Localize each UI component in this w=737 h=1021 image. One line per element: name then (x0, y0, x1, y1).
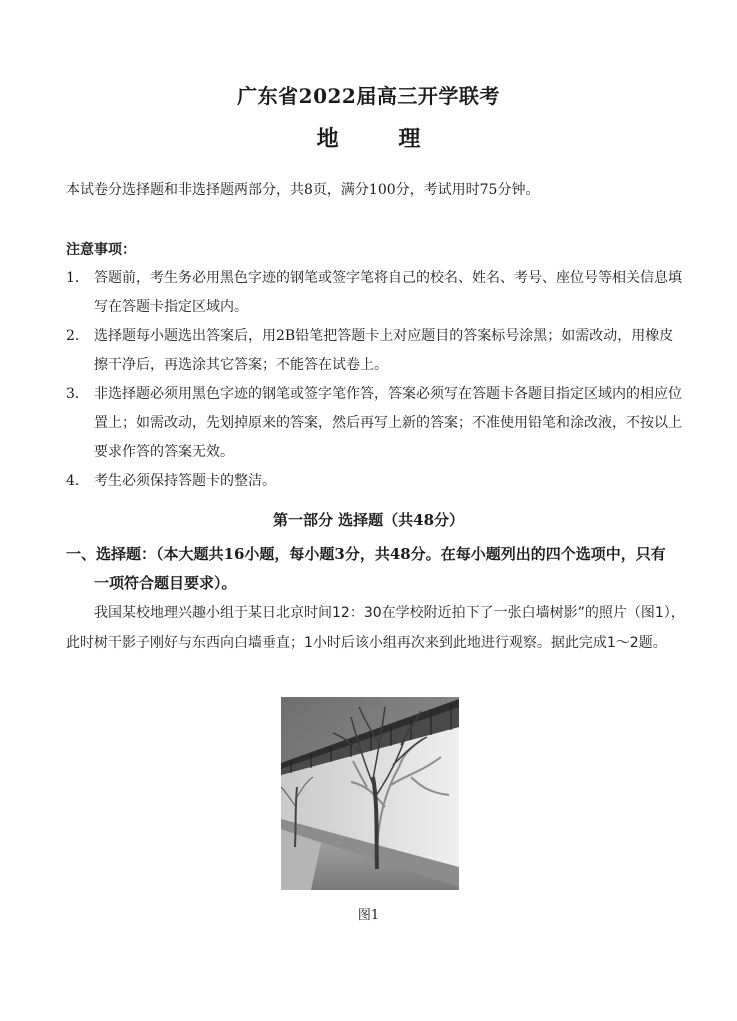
notes-heading: 注意事项： (66, 242, 136, 258)
subject-title: 地 理 (316, 126, 447, 152)
note-item-4 (66, 467, 686, 496)
exam-intro: 本试卷分选择题和非选择题两部分，共8页，满分100分，考试用时75分钟。 (66, 182, 540, 198)
section-heading-line1: 一、选择题：（本大题共16小题，每小题3分，共48分。在每小题列出的四个选项中，只有 (66, 545, 666, 563)
note-item-3 (66, 380, 686, 467)
note-number: 3． (66, 386, 89, 402)
figure-caption: 图1 (357, 908, 380, 923)
note-number: 4． (66, 473, 89, 489)
question-passage: 我国某校地理兴趣小组于某日北京时间12：30在学校附近拍下了一张白墙树影”的照片（图1），此时树干影子刚好与东西向白墙垂直；1小时后该小组再次来到此地进行观察。据此完成1～2题。 (66, 605, 685, 651)
section-heading (66, 540, 686, 598)
wall-tree-shadow-photo (281, 697, 459, 890)
notes-list (66, 264, 686, 496)
note-text: 选择题每小题选出答案后，用2B铅笔把答题卡上对应题目的答案标号涂黑；如需改动，用橡皮擦干净后，再选涂其它答案；不能答在试卷上。 (94, 328, 674, 373)
note-text: 考生必须保持答题卡的整洁。 (94, 473, 276, 489)
note-number: 2． (66, 328, 89, 344)
note-item-1 (66, 264, 686, 322)
note-text: 非选择题必须用黑色字迹的钢笔或签字笔作答，答案必须写在答题卡各题目指定区域内的相应位置上；如需改动，先划掉原来的答案，然后再写上新的答案；不准使用铅笔和涂改液，不按以上要求作答的答案无效。 (94, 386, 682, 460)
part-heading: 第一部分 选择题（共48分） (272, 511, 465, 529)
note-item-2 (66, 322, 686, 380)
note-number: 1． (66, 270, 89, 286)
section-heading-line2: 一项符合题目要求）。 (94, 574, 237, 592)
exam-title: 广东省2022届高三开学联考 (237, 84, 500, 108)
note-text: 答题前，考生务必用黑色字迹的钢笔或签字笔将自己的校名、姓名、考号、座位号等相关信息填写在答题卡指定区域内。 (94, 270, 682, 315)
